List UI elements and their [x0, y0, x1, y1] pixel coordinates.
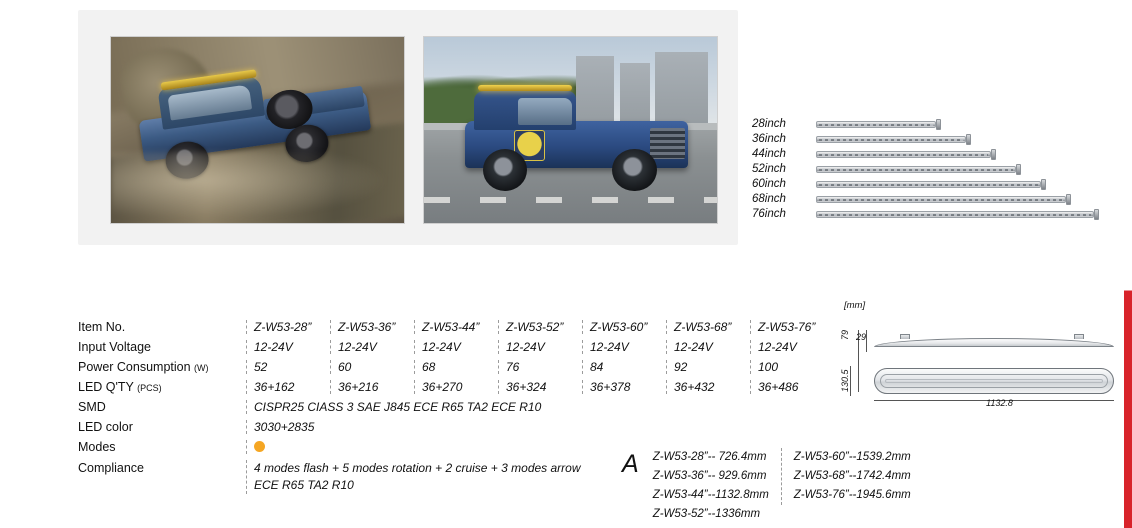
side-profile-shape [874, 338, 1114, 347]
row-label: Compliance [78, 461, 145, 475]
product-photo-panel [78, 10, 738, 245]
photo1-dust [111, 152, 404, 223]
length-item: Z-W53-68”--1742.4mm [793, 470, 911, 482]
table-cell: 12-24V [330, 340, 414, 354]
size-label: 68inch [752, 193, 786, 205]
table-cell: 84 [582, 360, 666, 374]
table-cell: 36+270 [414, 380, 498, 394]
dimension-width: 1132.8 [986, 398, 1013, 408]
size-label: 36inch [752, 133, 786, 145]
table-cell: 12-24V [498, 340, 582, 354]
table-cell: 68 [414, 360, 498, 374]
table-cell: 3030+2835 [246, 420, 818, 434]
table-cell: 60 [330, 360, 414, 374]
table-cell: 36+378 [582, 380, 666, 394]
length-item: Z-W53-36”-- 929.6mm [652, 470, 767, 482]
dimension-130-5: 130.5 [840, 369, 850, 392]
light-bar-graphic [816, 121, 936, 128]
light-bar-graphic [816, 196, 1066, 203]
length-item: Z-W53-60”--1539.2mm [793, 451, 911, 463]
size-label: 60inch [752, 178, 786, 190]
table-cell: 12-24V [582, 340, 666, 354]
table-cell: Z-W53-76” [750, 320, 834, 334]
light-bar-graphic [816, 211, 1094, 218]
row-label-text: Power Consumption [78, 360, 191, 374]
table-cell: 36+162 [246, 380, 330, 394]
dimension-29: 29 [856, 332, 867, 342]
modes-text: 4 modes flash + 5 modes rotation + 2 cruise + 3 modes arrow [254, 461, 581, 475]
page-edge-accent [1124, 0, 1132, 528]
length-reference-block [622, 448, 942, 524]
photo2-road-markings [424, 197, 717, 203]
table-cell: Z-W53-28” [246, 320, 330, 334]
length-column-2 [781, 448, 911, 505]
table-cell: 52 [246, 360, 330, 374]
table-row [78, 420, 818, 440]
light-bar-end-cap [1041, 179, 1046, 190]
row-label-unit: (PCS) [137, 383, 162, 393]
light-bar-end-cap [966, 134, 971, 145]
photo2-windshield [518, 98, 571, 126]
light-bar-end-cap [1016, 164, 1021, 175]
table-cell: 92 [666, 360, 750, 374]
size-label: 52inch [752, 163, 786, 175]
size-label: 44inch [752, 148, 786, 160]
light-bar-graphic [816, 151, 991, 158]
photo2-light-bar [478, 85, 572, 91]
row-label: Modes [78, 440, 116, 454]
technical-drawing [836, 300, 1126, 428]
size-label: 76inch [752, 208, 786, 220]
table-cell: 12-24V [666, 340, 750, 354]
size-ladder-diagram [752, 118, 1122, 238]
length-column-1 [653, 448, 769, 524]
length-item: Z-W53-52”--1336mm [652, 508, 761, 520]
light-bar-end-cap [1066, 194, 1071, 205]
light-bar-graphic [816, 166, 1016, 173]
table-cell: 12-24V [246, 340, 330, 354]
length-item: Z-W53-44”--1132.8mm [652, 489, 769, 501]
length-item: Z-W53-76”--1945.6mm [793, 489, 911, 501]
table-row [78, 360, 818, 380]
photo2-rear-tire [612, 149, 657, 191]
table-cell: Z-W53-52” [498, 320, 582, 334]
light-bar-end-cap [936, 119, 941, 130]
row-label [78, 380, 246, 394]
compliance-text: ECE R65 TA2 R10 [254, 478, 354, 492]
table-cell: 36+324 [498, 380, 582, 394]
dimension-marker-a: A [622, 450, 639, 478]
light-bar-end-cap [991, 149, 996, 160]
table-row [78, 320, 818, 340]
light-bar-end-cap [1094, 209, 1099, 220]
row-label: Item No. [78, 320, 126, 334]
table-cell: 36+432 [666, 380, 750, 394]
row-label-text: LED Q'TY [78, 380, 134, 394]
dimension-79: 79 [840, 329, 850, 340]
table-cell: 36+486 [750, 380, 834, 394]
dim-line-vertical-3 [850, 366, 851, 396]
side-profile-view [874, 334, 1114, 350]
mount-bracket-left [900, 334, 910, 339]
row-label: Input Voltage [78, 340, 151, 354]
table-cell: Z-W53-60” [582, 320, 666, 334]
size-label: 28inch [752, 118, 786, 130]
length-item: Z-W53-28”-- 726.4mm [652, 451, 767, 463]
mount-bracket-right [1074, 334, 1084, 339]
table-cell: CISPR25 CIASS 3 SAE J845 ECE R65 TA2 ECE R10 [246, 400, 818, 414]
photo2-truck [465, 87, 688, 193]
table-cell: 76 [498, 360, 582, 374]
table-cell: Z-W53-68” [666, 320, 750, 334]
blue-pickup-offroad-photo [110, 36, 405, 224]
table-row [78, 340, 818, 360]
table-row [78, 400, 818, 420]
table-cell: 12-24V [414, 340, 498, 354]
row-label: LED color [78, 420, 133, 434]
photo2-front-tire [483, 149, 528, 191]
table-cell: 100 [750, 360, 834, 374]
front-view [874, 368, 1114, 394]
table-cell: 36+216 [330, 380, 414, 394]
table-cell: 12-24V [750, 340, 834, 354]
amber-color-swatch-icon [254, 441, 265, 452]
row-label-unit: (W) [194, 363, 209, 373]
unit-label: [mm] [844, 300, 866, 311]
row-label: SMD [78, 400, 106, 414]
light-bar-graphic [816, 136, 966, 143]
table-cell: Z-W53-36” [330, 320, 414, 334]
row-label [78, 360, 246, 374]
dim-line-vertical-1 [866, 330, 867, 352]
table-cell: Z-W53-44” [414, 320, 498, 334]
table-row [78, 380, 818, 400]
blue-raptor-street-photo [423, 36, 718, 224]
photo2-grille [650, 128, 686, 160]
light-bar-graphic [816, 181, 1041, 188]
